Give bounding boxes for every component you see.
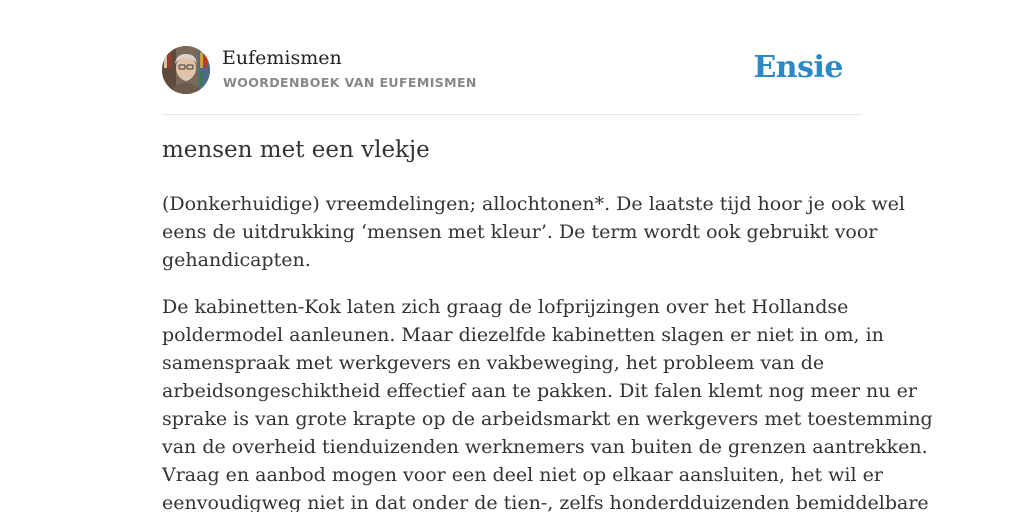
author-portrait-icon bbox=[162, 46, 210, 94]
text-line: sprake is van grote krapte op de arbeidsmarkt en werkgevers met toestemming bbox=[162, 408, 933, 430]
text-line: Vraag en aanbod mogen voor een deel niet op elkaar aansluiten, het wil er bbox=[162, 464, 883, 486]
text-line: De kabinetten-Kok laten zich graag de lofprijzingen over het Hollandse bbox=[162, 296, 849, 318]
text-line: eenvoudigweg niet in dat onder de tien-, zelfs honderdduizenden bemiddelbare bbox=[162, 492, 929, 512]
site-name[interactable]: Eufemismen bbox=[222, 47, 342, 69]
text-line: van de overheid tienduizenden werknemers van buiten de grenzen aantrekken. bbox=[162, 436, 928, 458]
avatar[interactable] bbox=[162, 46, 210, 94]
site-subtitle: WOORDENBOEK VAN EUFEMISMEN bbox=[223, 75, 477, 90]
text-line: samenspraak met werkgevers en vakbeweging, het probleem van de bbox=[162, 352, 825, 374]
site-header bbox=[162, 46, 862, 115]
entry-title: mensen met een vlekje bbox=[162, 137, 430, 163]
text-line: gehandicapten. bbox=[162, 249, 311, 271]
text-line: eens de uitdrukking ‘mensen met kleur’. De term wordt ook gebruikt voor bbox=[162, 221, 878, 243]
paragraph-definition bbox=[162, 190, 905, 274]
text-line: (Donkerhuidige) vreemdelingen; allochtonen*. De laatste tijd hoor je ook wel bbox=[162, 193, 905, 215]
text-line: arbeidsongeschiktheid effectief aan te pakken. Dit falen klemt nog meer nu er bbox=[162, 380, 917, 402]
paragraph-example bbox=[162, 293, 933, 512]
text-line: poldermodel aanleunen. Maar diezelfde kabinetten slagen er niet in om, in bbox=[162, 324, 884, 346]
entry-body bbox=[162, 190, 933, 512]
ensie-logo[interactable]: Ensie bbox=[753, 50, 843, 85]
